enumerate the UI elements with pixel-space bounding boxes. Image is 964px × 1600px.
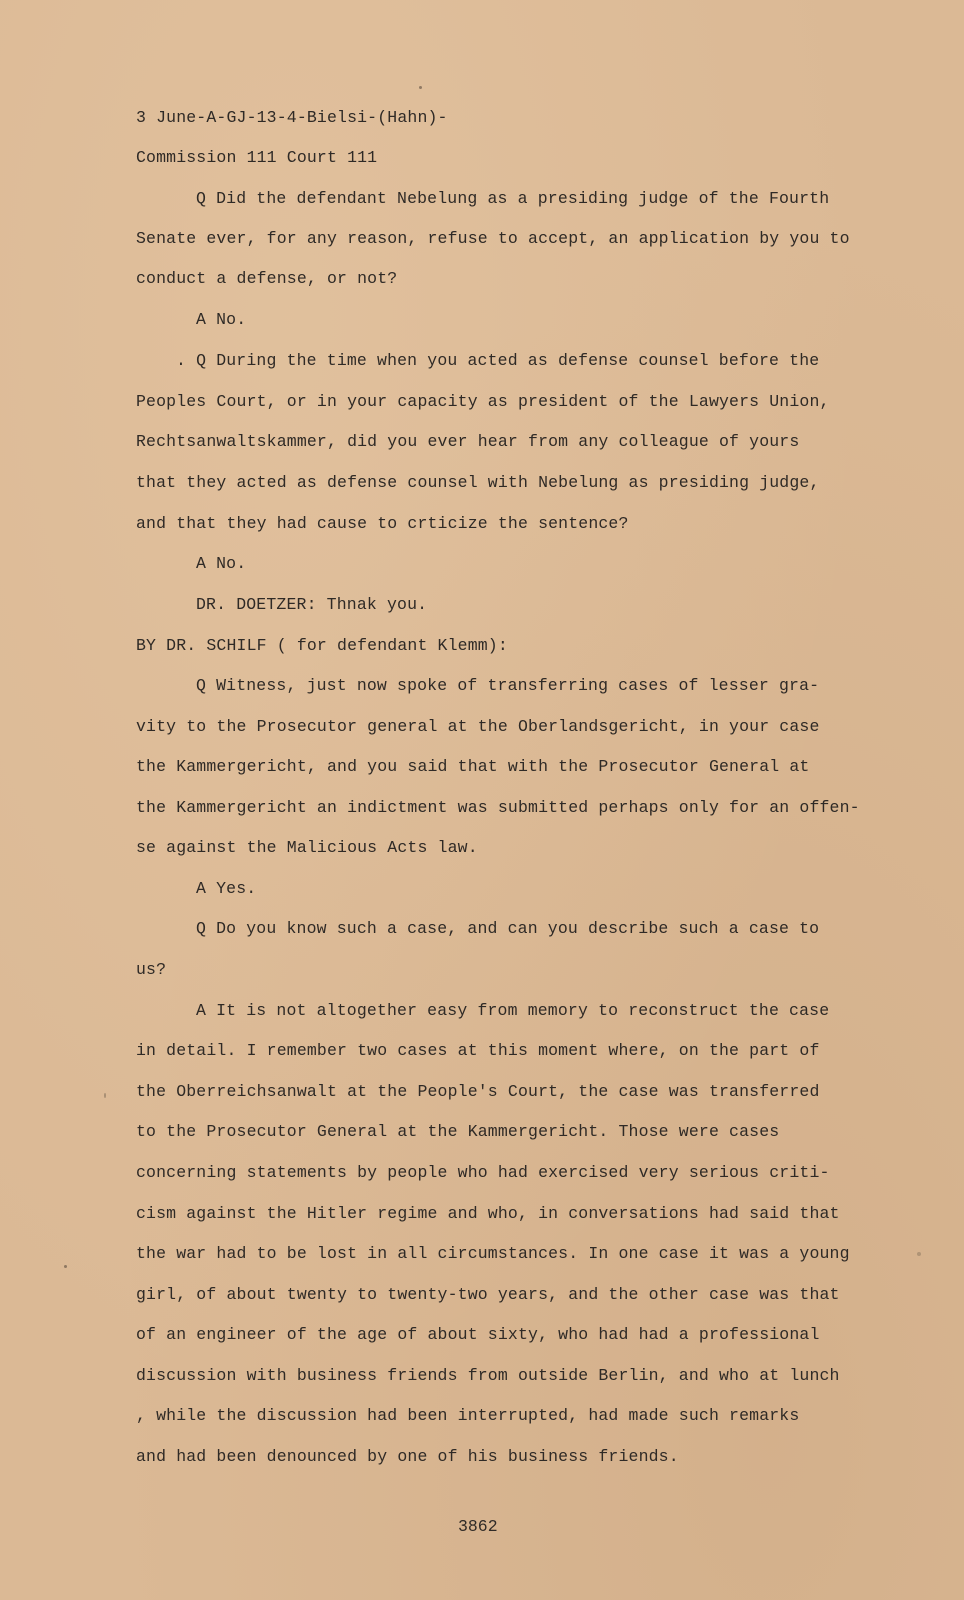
paper-speck xyxy=(917,1252,921,1256)
text-line: A It is not altogether easy from memory to reconstruct the case xyxy=(196,1001,830,1020)
text-line: the war had to be lost in all circumstances. In one case it was a young xyxy=(136,1244,850,1263)
text-line: Q Did the defendant Nebelung as a presiding judge of the Fourth xyxy=(196,189,830,208)
examination-heading: BY DR. SCHILF ( for defendant Klemm): xyxy=(136,636,508,655)
text-line: and had been denounced by one of his business friends. xyxy=(136,1447,679,1466)
text-line: girl, of about twenty to twenty-two years, and the other case was that xyxy=(136,1285,840,1304)
text-line: of an engineer of the age of about sixty, who had had a professional xyxy=(136,1325,820,1344)
paper-speck xyxy=(104,1093,106,1098)
text-line: concerning statements by people who had exercised very serious criti- xyxy=(136,1163,830,1182)
text-line: A No. xyxy=(196,310,247,329)
text-line: and that they had cause to crticize the sentence? xyxy=(136,514,629,533)
text-line: the Kammergericht an indictment was submitted perhaps only for an offen- xyxy=(136,798,860,817)
text-line: that they acted as defense counsel with Nebelung as presiding judge, xyxy=(136,473,820,492)
text-line: . Q During the time when you acted as defense counsel before the xyxy=(176,351,820,370)
text-line: discussion with business friends from outside Berlin, and who at lunch xyxy=(136,1366,840,1385)
text-line: vity to the Prosecutor general at the Oberlandsgericht, in your case xyxy=(136,717,820,736)
text-line: Q Witness, just now spoke of transferring cases of lesser gra- xyxy=(196,676,820,695)
text-line: cism against the Hitler regime and who, in conversations had said that xyxy=(136,1204,840,1223)
text-line: the Oberreichsanwalt at the People's Court, the case was transferred xyxy=(136,1082,820,1101)
document-header: 3 June-A-GJ-13-4-Bielsi-(Hahn)- xyxy=(136,108,448,127)
page-number: 3862 xyxy=(458,1517,498,1536)
text-line: , while the discussion had been interrupted, had made such remarks xyxy=(136,1406,800,1425)
text-line: A No. xyxy=(196,554,247,573)
text-line: Senate ever, for any reason, refuse to accept, an application by you to xyxy=(136,229,850,248)
text-line: us? xyxy=(136,960,167,979)
text-line: A Yes. xyxy=(196,879,257,898)
text-line: conduct a defense, or not? xyxy=(136,269,398,288)
speaker-line: DR. DOETZER: Thnak you. xyxy=(196,595,428,614)
text-line: Peoples Court, or in your capacity as president of the Lawyers Union, xyxy=(136,392,830,411)
text-line: Q Do you know such a case, and can you describe such a case to xyxy=(196,919,820,938)
text-line: the Kammergericht, and you said that with the Prosecutor General at xyxy=(136,757,810,776)
text-line: to the Prosecutor General at the Kammergericht. Those were cases xyxy=(136,1122,780,1141)
commission-line: Commission 111 Court 111 xyxy=(136,148,378,167)
text-line: in detail. I remember two cases at this moment where, on the part of xyxy=(136,1041,820,1060)
text-line: Rechtsanwaltskammer, did you ever hear from any colleague of yours xyxy=(136,432,800,451)
text-line: se against the Malicious Acts law. xyxy=(136,838,478,857)
paper-speck xyxy=(419,86,422,89)
paper-speck xyxy=(64,1265,67,1268)
